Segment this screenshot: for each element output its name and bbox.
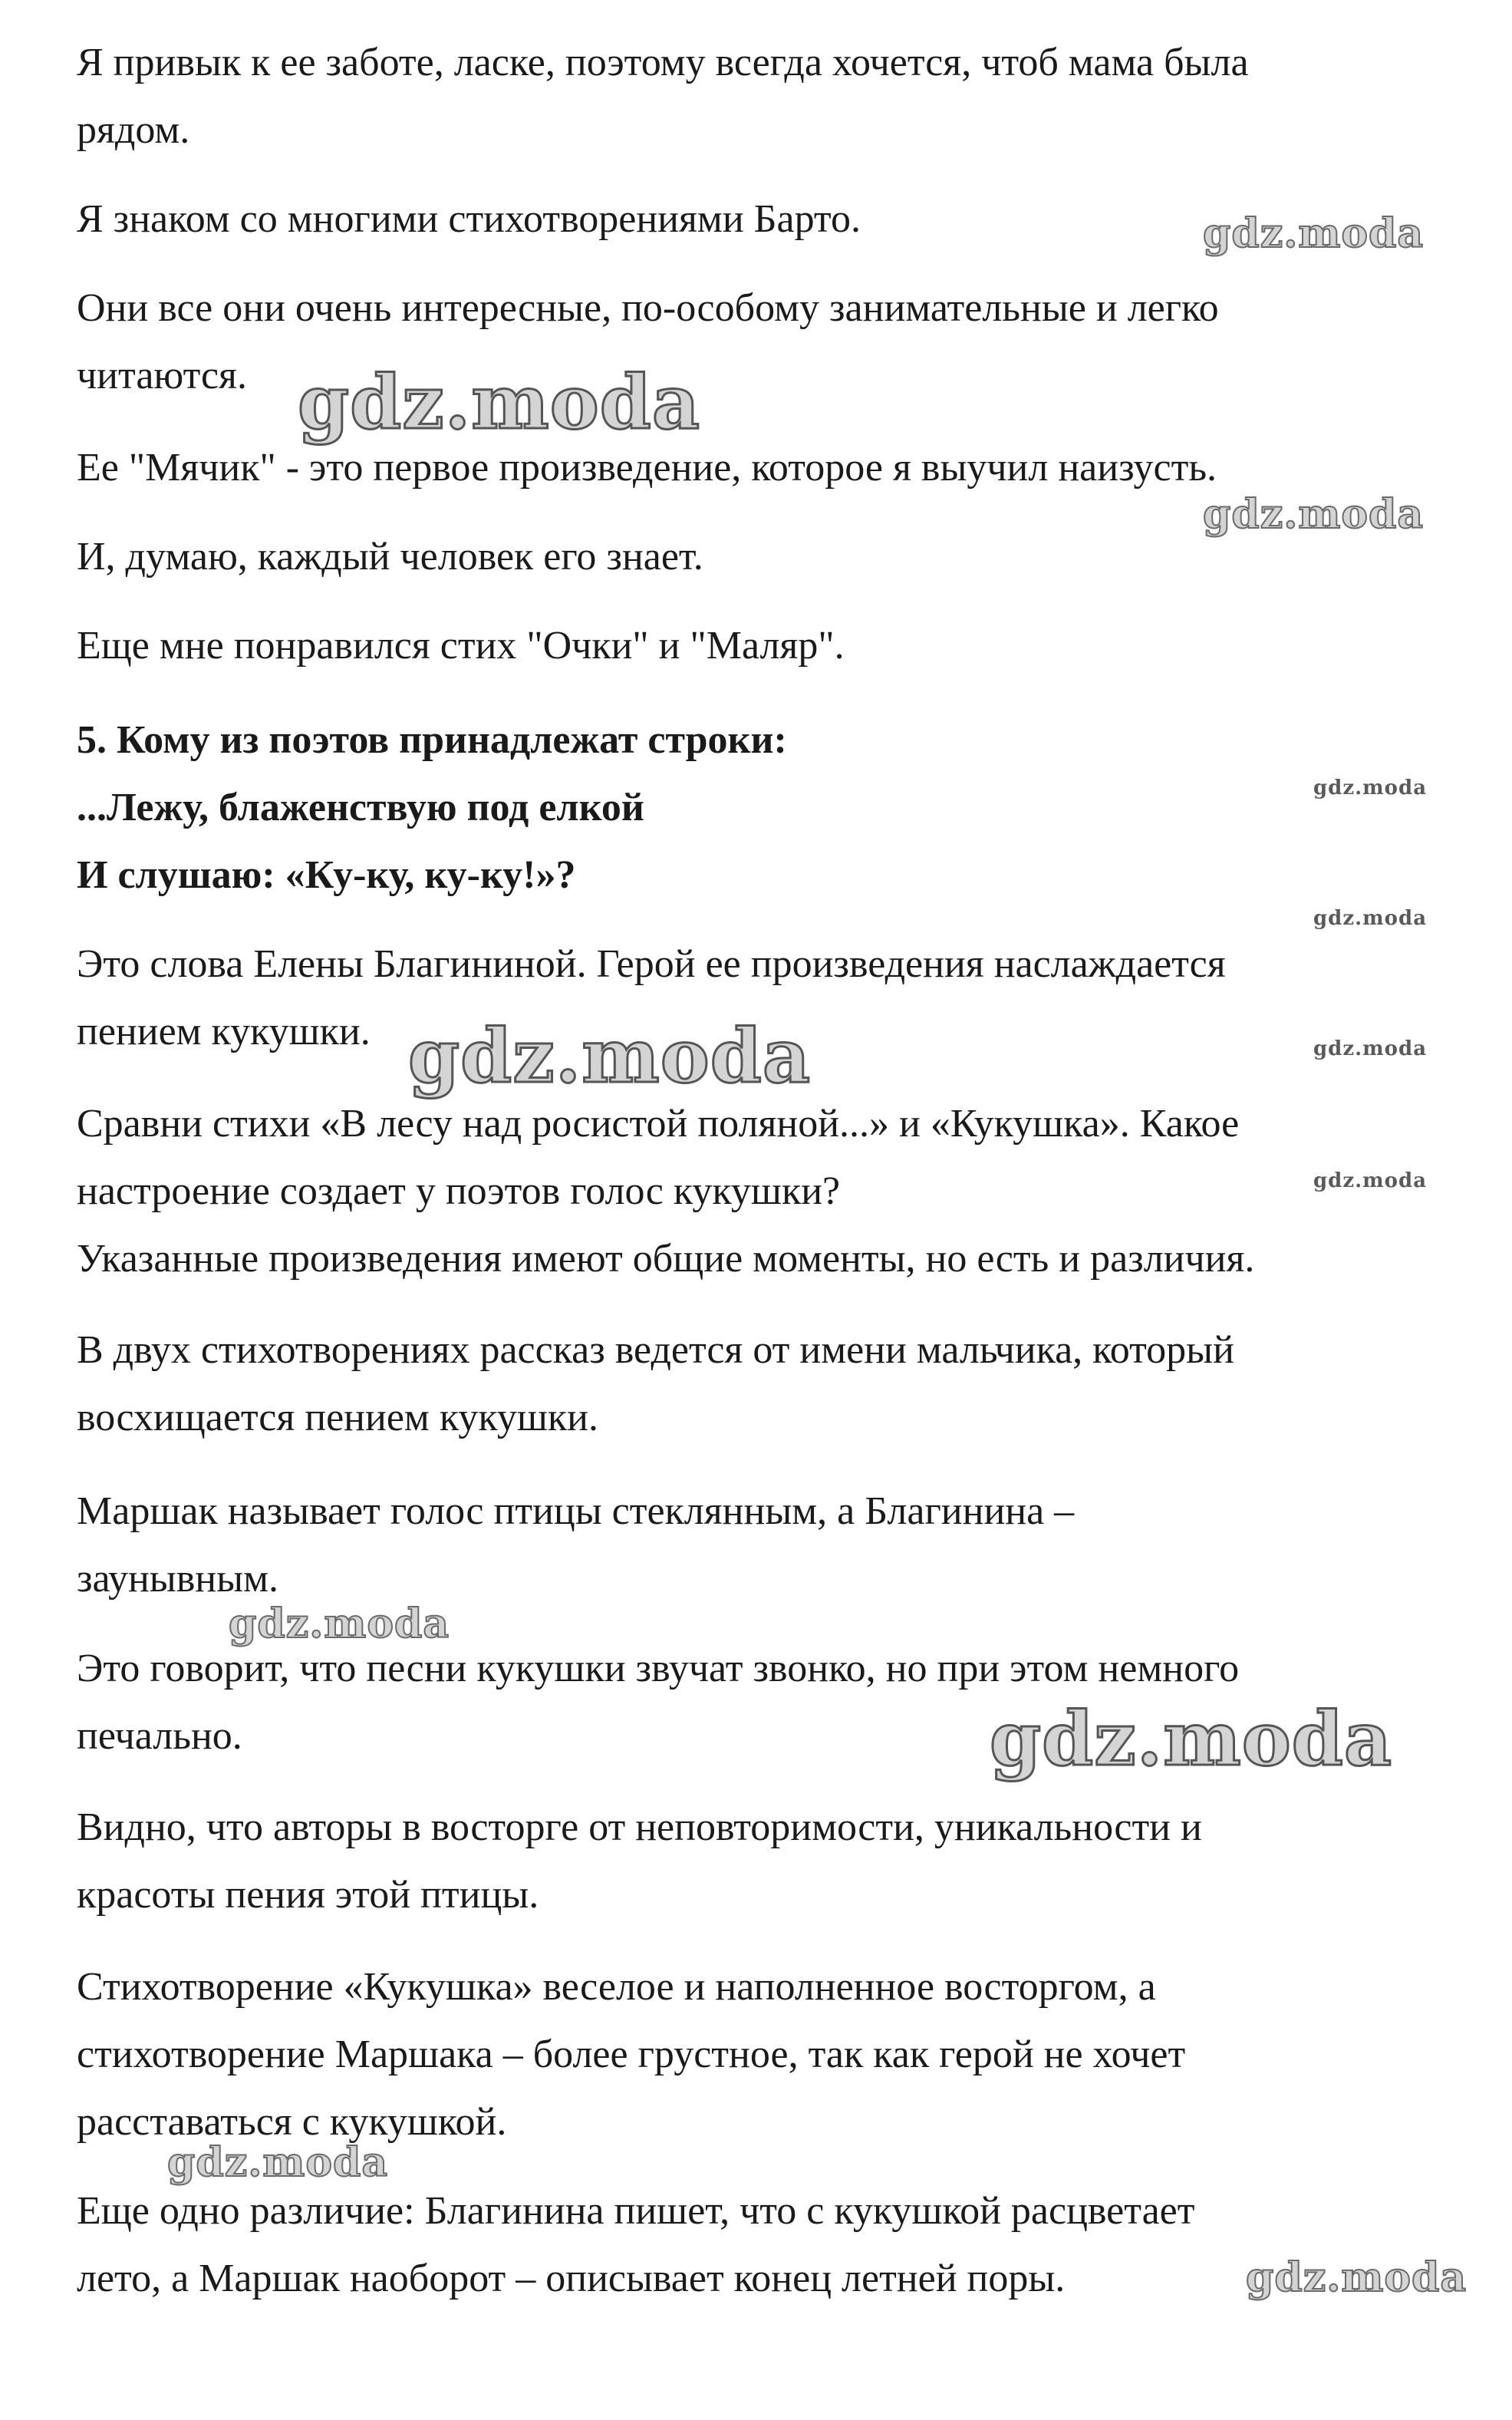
text-line: Я привык к ее заботе, ласке, поэтому всегда хочется, чтоб мама была [77, 41, 1249, 84]
watermark: gdz.moda [1203, 491, 1425, 538]
quote-line: ...Лежу, блаженствую под елкой [77, 786, 644, 829]
text-line: Маршак называет голос птицы стеклянным, а Благинина – [77, 1489, 1075, 1533]
watermark: gdz.moda [1313, 1169, 1428, 1192]
text-line: пением кукушки. [77, 1010, 371, 1053]
watermark: gdz.moda [1313, 907, 1428, 930]
text-line: стихотворение Маршака – более грустное, так как герой не хочет [77, 2033, 1186, 2076]
text-line: читаются. [77, 354, 247, 397]
text-line: Еще одно различие: Благинина пишет, что с кукушкой расцветает [77, 2189, 1195, 2233]
text-line: настроение создает у поэтов голос кукушки? [77, 1169, 841, 1213]
text-line: Это слова Елены Благининой. Герой ее произведения наслаждается [77, 942, 1226, 986]
text-line: расставаться с кукушкой. [77, 2100, 507, 2144]
question-heading: 5. Кому из поэтов принадлежат строки: [77, 718, 787, 762]
watermark: gdz.moda [1203, 210, 1425, 257]
text-line: Указанные произведения имеют общие моменты, но есть и различия. [77, 1237, 1255, 1281]
watermark: gdz.moda [408, 1013, 812, 1100]
text-line: Ее "Мячик" - это первое произведение, которое я выучил наизусть. [77, 446, 1217, 490]
quote-line: И слушаю: «Ку-ку, ку-ку!»? [77, 853, 576, 897]
text-line: рядом. [77, 108, 190, 152]
text-line: Сравни стихи «В лесу над росистой поляной...» и «Кукушка». Какое [77, 1102, 1240, 1146]
text-line: заунывным. [77, 1557, 278, 1601]
watermark: gdz.moda [1313, 1037, 1428, 1060]
text-line: красоты пения этой птицы. [77, 1873, 539, 1917]
text-line: печально. [77, 1714, 242, 1758]
watermark: gdz.moda [229, 1601, 450, 1647]
text-line: В двух стихотворениях рассказ ведется от имени мальчика, который [77, 1328, 1234, 1372]
watermark: gdz.moda [1313, 776, 1428, 800]
text-line: лето, а Маршак наоборот – описывает конец летней поры. [77, 2257, 1066, 2300]
watermark: gdz.moda [298, 359, 701, 446]
text-line: Это говорит, что песни кукушки звучат звонко, но при этом немного [77, 1647, 1240, 1690]
text-line: Они все они очень интересные, по-особому занимательные и легко [77, 286, 1219, 330]
text-line: восхищается пением кукушки. [77, 1396, 599, 1439]
text-line: И, думаю, каждый человек его знает. [77, 535, 703, 579]
text-line: Стихотворение «Кукушка» веселое и наполненное восторгом, а [77, 1965, 1156, 2009]
watermark: gdz.moda [167, 2139, 389, 2186]
text-line: Видно, что авторы в восторге от неповторимости, уникальности и [77, 1805, 1202, 1849]
watermark: gdz.moda [1246, 2254, 1468, 2301]
text-line: Еще мне понравился стих "Очки" и "Маляр". [77, 624, 845, 668]
text-line: Я знаком со многими стихотворениями Барто. [77, 197, 861, 241]
watermark: gdz.moda [990, 1696, 1393, 1782]
